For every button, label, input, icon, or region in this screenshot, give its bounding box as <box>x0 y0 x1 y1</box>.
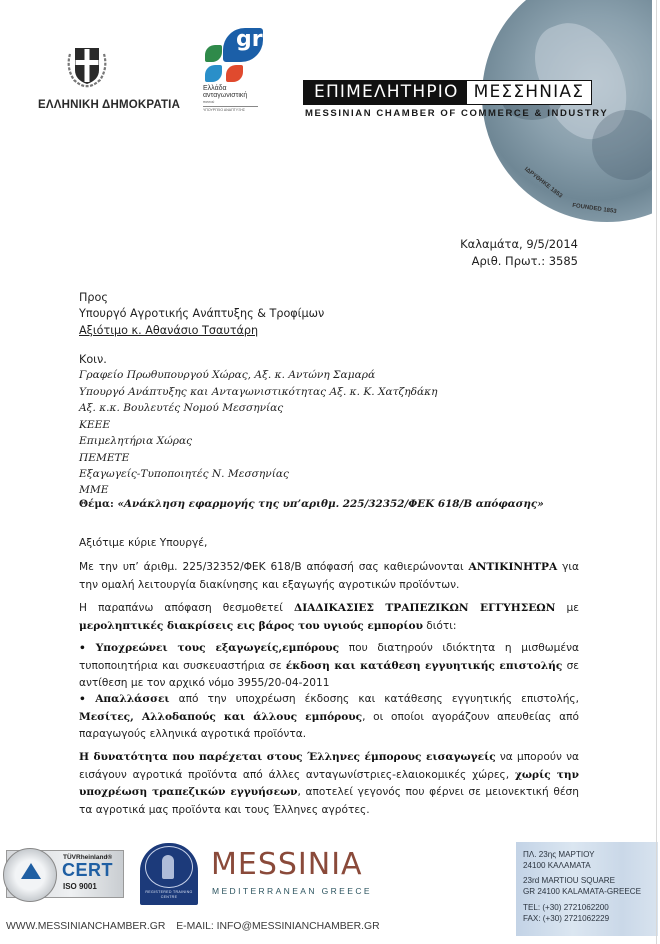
cc-item: ΜΜΕ <box>79 484 109 496</box>
logo-line-2: ανταγωνιστική <box>203 92 248 99</box>
coin-shadow <box>592 110 660 180</box>
text-run: , αποτελεί γεγονός που φέρνει σε μειονεκτική θέση τα αγροτικά μας προϊόντα και τους Έλληνες αγρότες. <box>79 786 579 816</box>
messinia-subtitle: MEDITERRANEAN GREECE <box>212 886 372 896</box>
tuv-cert-badge <box>6 850 124 898</box>
cc-item: Γραφείο Πρωθυπουργού Χώρας, Αξ. κ. Αντώνη Σαμαρά <box>79 369 376 381</box>
text-run: Με την υπ’ άριθμ. 225/32352/ΦΕΚ 618/Β απόφασή σας καθιερώνονται <box>79 561 469 573</box>
phone: TEL: (+30) 2721062200 <box>523 903 609 912</box>
messinia-logo: MESSINIA <box>211 847 363 882</box>
to-person: Αξιότιμο κ. Αθανάσιο Τσαυτάρη <box>79 324 259 337</box>
text-run: που διατηρούν ιδιόκτητα η μισθωμένα τυποποιητήρια και συσκευαστήρια σε <box>79 642 579 672</box>
address-en-1: 23rd MARTIOU SQUARE <box>523 876 616 885</box>
chamber-banner <box>303 80 592 105</box>
subject-text: «Ανάκληση εφαρμογής της υπ’αριθμ. 225/32352/ΦΕΚ 618/Β απόφασης» <box>117 498 544 510</box>
text-run: με <box>555 602 579 614</box>
chamber-subtitle: MESSINIAN CHAMBER OF COMMERCE & INDUSTRY <box>305 108 609 119</box>
logo-line-4: ΥΠΟΥΡΓΕΙΟ ΑΝΑΠΤΥΞΗΣ <box>203 108 246 112</box>
page-edge <box>656 0 657 944</box>
address-en-2: GR 24100 KALAMATA-GREECE <box>523 887 641 896</box>
republic-label: ΕΛΛΗΝΙΚΗ ΔΗΜΟΚΡΑΤΙΑ <box>38 99 181 111</box>
text-run: να μπορούν να εισάγουν αγροτικά προϊόντα από άλλες ανταγωνίστριες-ελαιοκομικές χώρες, <box>79 751 580 781</box>
tuv-brand: TÜVRheinland® <box>63 854 113 861</box>
logo-divider <box>203 106 258 107</box>
blue-leaf-icon <box>205 65 222 82</box>
to-recipient: Υπουργό Αγροτικής Ανάπτυξης & Τροφίμων <box>79 307 325 320</box>
logo-line-1: Ελλάδα <box>203 85 227 92</box>
banner-dark-text: ΕΠΙΜΕΛΗΤΗΡΙΟ <box>304 81 467 104</box>
emphasis: ΔΙΑΔΙΚΑΣΙΕΣ ΤΡΑΠΕΖΙΚΩΝ ΕΓΓΥΗΣΕΩΝ <box>293 602 556 614</box>
cc-item: Αξ. κ.κ. Βουλευτές Νομού Μεσσηνίας <box>79 402 284 414</box>
banner-light-text: ΜΕΣΣΗΝΙΑΣ <box>467 81 592 104</box>
coin-inscription-english: FOUNDED 1853 <box>571 202 617 216</box>
emphasis: Μεσίτες, Αλλοδαπούς και άλλους εμπόρους <box>79 710 363 723</box>
cc-item: Εξαγωγείς-Τυποποιητές Ν. Μεσσηνίας <box>79 468 289 480</box>
text-run: σε αντίθεση με τον αρχικό νόμο 3955/20-04-2011 <box>79 659 580 690</box>
paragraph-2 <box>79 600 579 635</box>
salutation: Αξιότιμε κύριε Υπουργέ, <box>79 537 208 549</box>
fax: FAX: (+30) 2721062229 <box>523 914 610 923</box>
tuv-iso-label: ISO 9001 <box>63 882 97 891</box>
protocol-number: Αριθ. Πρωτ.: 3585 <box>471 254 578 268</box>
red-leaf-icon <box>226 65 243 82</box>
text-run: από την υποχρέωση έκδοσης και κατάθεσης εγγυητικής επιστολής, <box>169 693 580 705</box>
emphasis: • Υποχρεώνει τους εξαγωγείς,εμπόρους <box>79 642 340 654</box>
cc-label: Κοιν. <box>79 353 107 366</box>
bullet-1 <box>79 640 579 693</box>
website-link[interactable]: WWW.MESSINIANCHAMBER.GR <box>6 921 166 932</box>
address-gr-1: ΠΛ. 23ης ΜΑΡΤΙΟΥ <box>523 850 595 859</box>
emphasis: Η δυνατότητα που παρέχεται στους Έλληνες έμπορους εισαγωγείς <box>79 751 496 763</box>
date-block <box>460 236 578 270</box>
green-leaf-icon <box>205 45 222 62</box>
to-label: Προς <box>79 291 108 304</box>
emphasis: ΑΝΤΙΚΙΝΗΤΡΑ <box>468 561 558 573</box>
training-centre-seal-icon <box>140 843 198 905</box>
cc-item: Υπουργό Ανάπτυξης και Ανταγωνιστικότητας Αξ. κ. Κ. Χατζηδάκη <box>79 386 438 398</box>
address-box <box>516 842 658 936</box>
training-centre-label: REGISTERED TRAINING CENTRE <box>145 890 193 899</box>
cc-item: ΠΕΜΕΤΕ <box>79 452 130 464</box>
emphasis: έκδοση και κατάθεση εγγυητικής επιστολής <box>285 659 563 672</box>
text-run: για την ομαλή λειτουργία διακίνησης και εξαγωγής αγροτικών προϊόντων. <box>79 561 579 591</box>
bullet-2 <box>79 691 579 744</box>
emphasis: • Απαλλάσσει <box>79 693 170 705</box>
email-link[interactable]: E-MAIL: INFO@MESSINIANCHAMBER.GR <box>176 921 380 932</box>
coin-inscription-greek: ΙΔΡΥΘΗΚΕ 1853 <box>523 166 564 200</box>
emphasis: χωρίς την υποχρέωση τραπεζικών εγγυήσεων <box>79 768 579 799</box>
tuv-cert-label: CERT <box>62 860 113 880</box>
cc-item: Επιμελητήρια Χώρας <box>79 435 193 447</box>
contact-line <box>6 921 380 932</box>
competitiveness-logo <box>203 28 263 120</box>
tuv-triangle-icon <box>21 863 41 879</box>
seated-figure-icon <box>162 855 174 879</box>
subject-line <box>79 498 544 510</box>
text-run: Η παραπάνω απόφαση θεσμοθετεί <box>79 602 294 614</box>
text-run: , οι οποίοι αγοράζουν απευθείας από παραγωγούς ελληνικά αγροτικά προϊόντα. <box>79 710 579 741</box>
gr-mark: gr <box>236 27 263 52</box>
emphasis: μεροληπτικές διακρίσεις εις βάρος του υγιούς εμπορίου <box>79 619 423 632</box>
paragraph-1 <box>79 559 579 594</box>
subject-label: Θέμα: <box>79 498 114 510</box>
greek-coat-of-arms-icon <box>62 40 112 90</box>
place-date: Καλαμάτα, 9/5/2014 <box>460 237 578 251</box>
paragraph-3 <box>79 749 579 819</box>
text-run: διότι: <box>422 619 457 632</box>
cc-item: ΚΕΕΕ <box>79 419 111 431</box>
logo-line-3: παντού <box>203 100 215 104</box>
address-gr-2: 24100 ΚΑΛΑΜΑΤΑ <box>523 861 591 870</box>
